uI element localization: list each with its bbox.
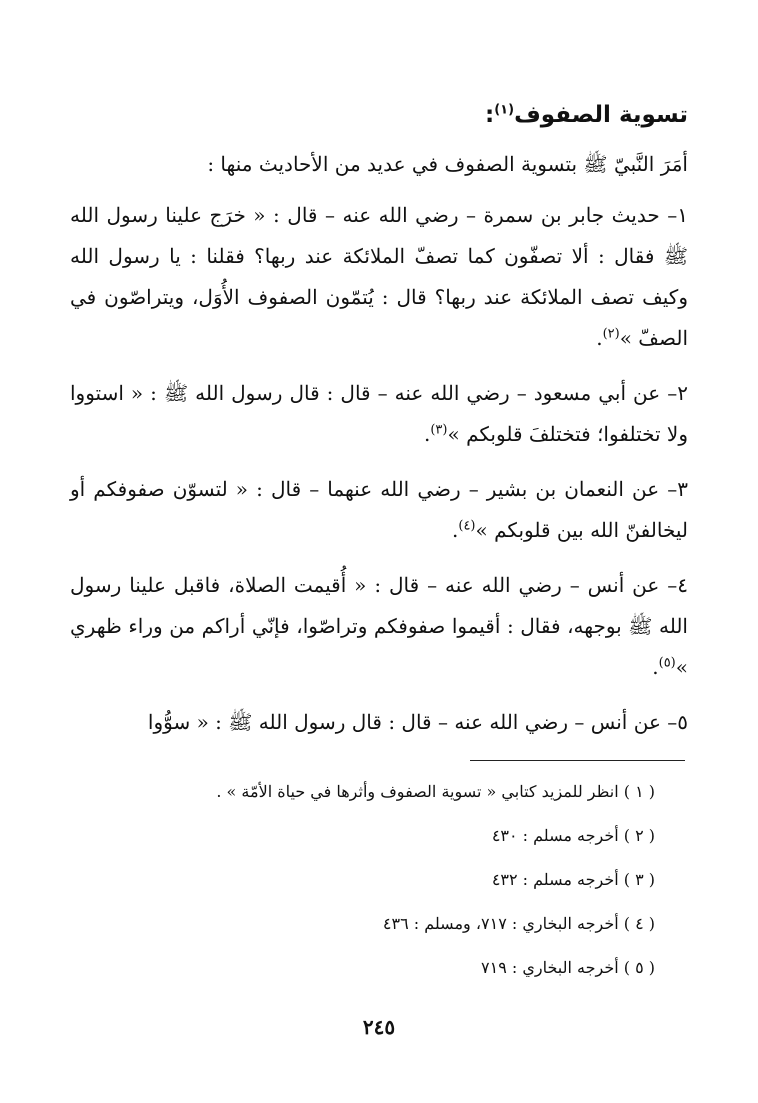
page-number: ٢٤٥ <box>362 1015 396 1039</box>
footnote-ref: (٥) <box>658 655 676 671</box>
footnote-ref: (٤) <box>458 518 476 534</box>
footnote-ref: (٣) <box>430 422 448 438</box>
hadith-text: ٤– عن أنس – رضي الله عنه – قال : « أُقيمت الصلاة، فاقبل علينا رسول الله ﷺ بوجهه، فقال : أقيموا صفوفكم وتراصّوا، فإنّي أراكم من وراء ظهري » <box>70 573 689 679</box>
hadith-paragraph <box>70 373 688 455</box>
hadith-paragraph <box>70 195 688 359</box>
heading-colon: : <box>485 102 495 128</box>
hadith-paragraph <box>70 469 688 551</box>
hadith-paragraph <box>70 565 688 688</box>
hadith-end: . <box>452 518 459 542</box>
footnote-ref: (٢) <box>602 326 620 342</box>
hadith-text: ٥– عن أنس – رضي الله عنه – قال : قال رسول الله ﷺ : « سوُّوا <box>147 710 688 734</box>
hadith-text: ١– حديث جابر بن سمرة – رضي الله عنه – قال : « خرَج علينا رسول الله ﷺ فقال : ألا تصفّون كما تصفّ الملائكة عند ربها؟ فقلنا : يا رسول الله وكيف تصف الملائكة عند ربها؟ قال : يُتمّون الصفوف الأُوَل، ويتراصّون في الصفّ » <box>70 203 688 350</box>
footnotes <box>70 770 655 990</box>
hadith-text: ٣– عن النعمان بن بشير – رضي الله عنهما – قال : « لتسوّن صفوفكم أو ليخالفنّ الله بين قلوبكم » <box>70 477 689 542</box>
footnote-item: ( ٥ ) أخرجه البخاري : ٧١٩ <box>481 958 655 977</box>
hadith-end: . <box>423 422 431 446</box>
heading-footnote-ref: (١) <box>494 102 515 118</box>
footnote-item: ( ٤ ) أخرجه البخاري : ٧١٧، ومسلم : ٤٣٦ <box>382 914 655 933</box>
footnote-item: ( ٢ ) أخرجه مسلم : ٤٣٠ <box>491 826 655 845</box>
section-heading <box>70 92 688 138</box>
footnote-divider <box>470 760 685 761</box>
main-text <box>70 92 688 757</box>
hadith-end: . <box>652 655 659 679</box>
hadith-text: ٢– عن أبي مسعود – رضي الله عنه – قال : قال رسول الله ﷺ : « استووا ولا تختلفوا؛ فتختلفَ قلوبكم » <box>70 381 688 446</box>
hadith-paragraph <box>70 702 688 743</box>
intro-paragraph: أمَرَ النَّبيّ ﷺ بتسوية الصفوف في عديد من الأحاديث منها : <box>207 152 688 176</box>
heading-title: تسوية الصفوف <box>514 102 688 128</box>
footnote-item: ( ٣ ) أخرجه مسلم : ٤٣٢ <box>491 870 655 889</box>
hadith-end: . <box>596 326 603 350</box>
footnote-item: ( ١ ) انظر للمزيد كتابي « تسوية الصفوف وأثرها في حياة الأمّة » . <box>216 782 655 801</box>
